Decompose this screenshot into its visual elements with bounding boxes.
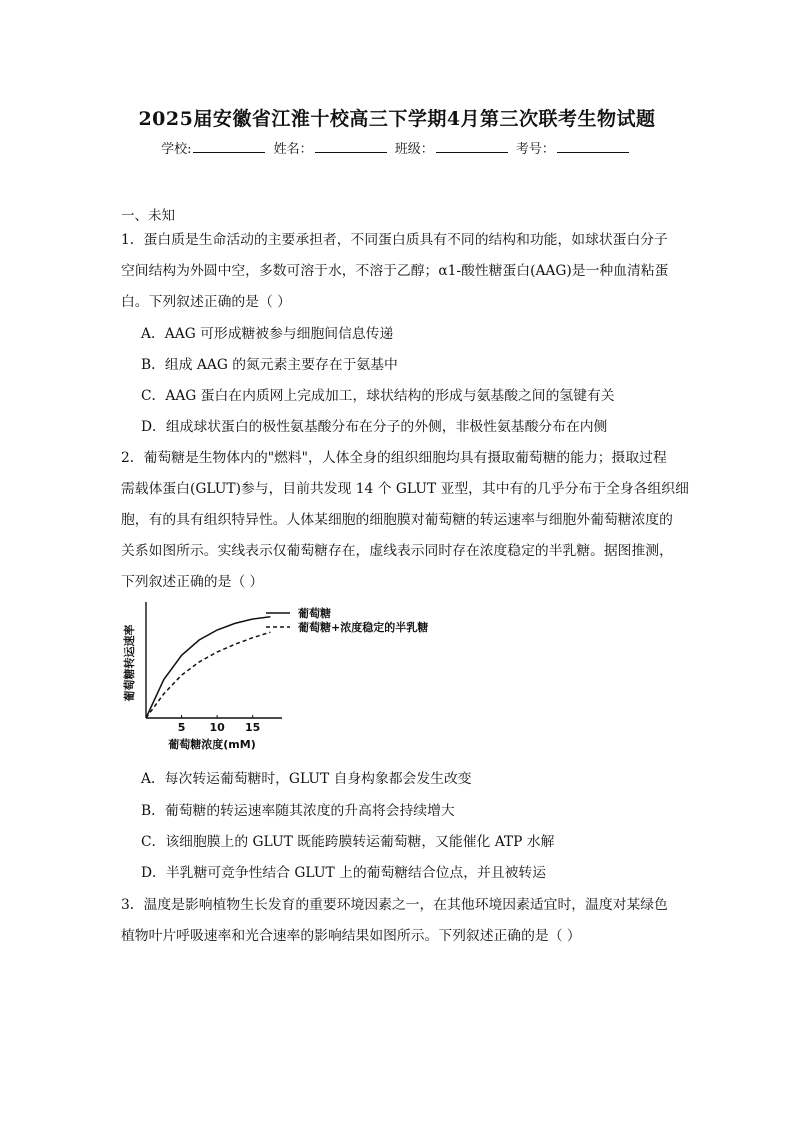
section-heading: 一、未知	[121, 208, 175, 224]
series-line-2	[146, 632, 270, 718]
legend-label-2: 葡萄糖+浓度稳定的半乳糖	[298, 621, 429, 634]
exam-number-blank[interactable]	[557, 140, 629, 153]
q2-stem-line-2: 需载体蛋白(GLUT)参与，目前共发现 14 个 GLUT 亚型，其中有的几乎分布于全身各组织细	[121, 481, 689, 497]
q1-stem-line-3: 白。下列叙述正确的是（ ）	[121, 294, 291, 310]
y-axis-label: 葡萄糖转运速率	[123, 624, 136, 702]
q2-stem-line-4: 关系如图所示。实线表示仅葡萄糖存在，虚线表示同时存在浓度稳定的半乳糖。据图推测，	[121, 543, 673, 559]
q3-stem-line-1: 3．温度是影响植物生长发育的重要环境因素之一，在其他环境因素适宜时，温度对某绿色	[121, 897, 668, 913]
school-blank[interactable]	[193, 140, 265, 153]
q2-option-c[interactable]: C．该细胞膜上的 GLUT 既能跨膜转运葡萄糖，又能催化 ATP 水解	[141, 834, 555, 850]
x-axis-label: 葡萄糖浓度(mM)	[168, 738, 256, 751]
glucose-transport-chart	[118, 602, 488, 754]
legend-label-1: 葡萄糖	[298, 607, 331, 620]
school-label: 学校:	[161, 142, 192, 157]
q3-stem-line-2: 植物叶片呼吸速率和光合速率的影响结果如图所示。下列叙述正确的是（ ）	[121, 928, 581, 944]
q1-option-d[interactable]: D．组成球状蛋白的极性氨基酸分布在分子的外侧，非极性氨基酸分布在内侧	[141, 419, 608, 435]
q1-option-a[interactable]: A．AAG 可形成糖被参与细胞间信息传递	[141, 326, 394, 342]
q2-option-d[interactable]: D．半乳糖可竞争性结合 GLUT 上的葡萄糖结合位点，并且被转运	[141, 865, 547, 881]
q1-option-c[interactable]: C．AAG 蛋白在内质网上完成加工，球状结构的形成与氨基酸之间的氢键有关	[141, 388, 615, 404]
exam-number-label: 考号：	[515, 142, 555, 157]
q1-stem-line-1: 1．蛋白质是生命活动的主要承担者，不同蛋白质具有不同的结构和功能，如球状蛋白分子	[121, 232, 668, 248]
q2-stem-line-5: 下列叙述正确的是（ ）	[121, 574, 264, 590]
series-line-1	[146, 617, 270, 718]
name-blank[interactable]	[315, 140, 387, 153]
page-title: 2025届安徽省江淮十校高三下学期4月第三次联考生物试题	[138, 108, 656, 130]
q2-option-b[interactable]: B．葡萄糖的转运速率随其浓度的升高将会持续增大	[141, 803, 455, 819]
q2-option-a[interactable]: A．每次转运葡萄糖时，GLUT 自身构象都会发生改变	[141, 771, 472, 787]
class-blank[interactable]	[436, 140, 508, 153]
q1-option-b[interactable]: B．组成 AAG 的氮元素主要存在于氨基中	[141, 357, 398, 373]
q2-stem-line-3: 胞，有的具有组织特异性。人体某细胞的细胞膜对葡萄糖的转运速率与细胞外葡萄糖浓度的	[121, 512, 673, 528]
class-label: 班级：	[394, 142, 434, 157]
x-tick-label: 10	[209, 721, 225, 734]
student-info-row	[0, 138, 794, 157]
q2-stem-line-1: 2．葡萄糖是生物体内的"燃料"，人体全身的组织细胞均具有摄取葡萄糖的能力；摄取过程	[121, 450, 667, 466]
x-tick-label: 5	[177, 721, 186, 734]
name-label: 姓名：	[273, 142, 313, 157]
q1-stem-line-2: 空间结构为外圆中空，多数可溶于水，不溶于乙醇；α1-酸性糖蛋白(AAG)是一种血清粘蛋	[121, 263, 669, 279]
x-tick-label: 15	[245, 721, 261, 734]
